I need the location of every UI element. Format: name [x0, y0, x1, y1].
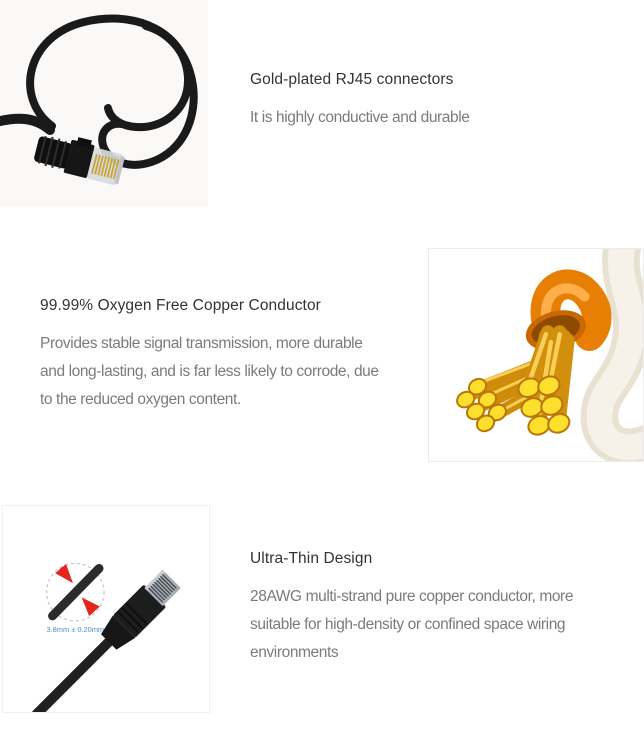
copper-strands-illustration: [429, 249, 643, 461]
feature-body-line: suitable for high-density or confined space wiring: [250, 616, 566, 633]
feature-section-connectors: [250, 70, 642, 132]
feature-body-line: 28AWG multi-strand pure copper conductor, more: [250, 588, 574, 605]
feature-body-line: It is highly conductive and durable: [250, 109, 470, 126]
product-image-thin-cable: [2, 505, 210, 713]
coiled-cable-illustration: [0, 0, 208, 207]
diameter-label: 3.8mm ± 0.20mm: [46, 624, 105, 634]
thin-cable-illustration: [3, 506, 209, 712]
feature-body-line: environments: [250, 644, 339, 661]
feature-section-copper: [40, 296, 432, 414]
feature-section-ultra-thin: [250, 549, 642, 667]
feature-heading: 99.99% Oxygen Free Copper Conductor: [40, 297, 321, 314]
product-image-copper-strands: [428, 248, 644, 462]
feature-heading: Gold-plated RJ45 connectors: [250, 71, 454, 88]
feature-body-line: and long-lasting, and is far less likely to corrode, due: [40, 363, 379, 380]
feature-body-line: to the reduced oxygen content.: [40, 391, 241, 408]
feature-heading: Ultra-Thin Design: [250, 550, 373, 567]
feature-body-line: Provides stable signal transmission, more durable: [40, 335, 363, 352]
product-image-coiled-cable: [0, 0, 208, 207]
